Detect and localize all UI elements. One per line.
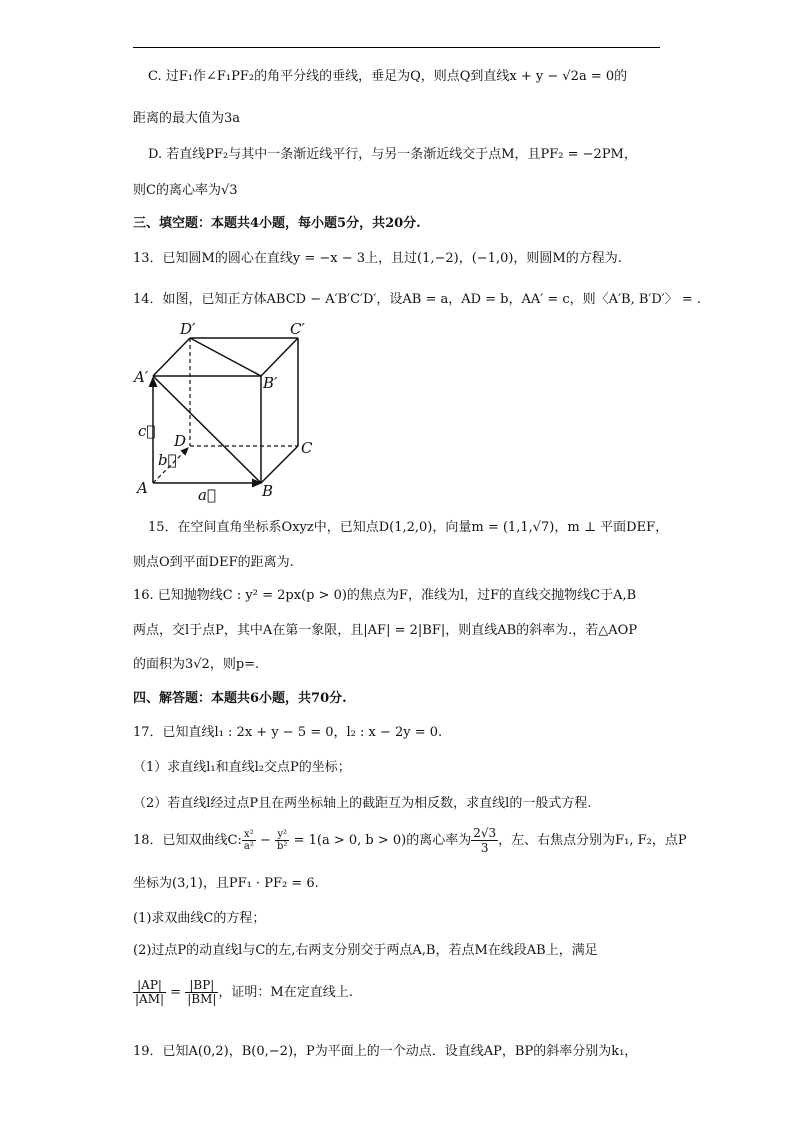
- fraction-denominator: |BM|: [187, 992, 217, 1006]
- option-c-line1: C. 过F₁作∠F₁PF₂的角平分线的垂线，垂足为Q，则点Q到直线x + y − √2a = 0的: [148, 69, 628, 84]
- equals-sign: =: [166, 985, 186, 1000]
- edge-b-c: [261, 446, 298, 483]
- label-b-prime: B′: [263, 374, 278, 392]
- minus-sign: −: [255, 833, 276, 848]
- fraction-denominator: a²: [243, 841, 254, 852]
- q18-condition: = 1(a > 0, b > 0)的离心率为: [289, 833, 472, 848]
- question-17: 17．已知直线l₁ : 2x + y − 5 = 0，l₂ : x − 2y = 0.: [133, 725, 443, 740]
- question-18-part1: (1)求双曲线C的方程；: [133, 911, 266, 926]
- fraction-numerator: |AP|: [133, 979, 166, 993]
- question-17-part2: （2）若直线l经过点P且在两坐标轴上的截距互为相反数，求直线l的一般式方程.: [133, 796, 592, 811]
- question-15-line1: 15．在空间直角坐标系Oxyz中，已知点D(1,2,0)，向量m = (1,1,√7)，m ⊥ 平面DEF，: [148, 520, 669, 535]
- question-16-line1: 16. 已知抛物线C : y² = 2px(p > 0)的焦点为F，准线为l，过F的直线交抛物线C于A,B: [133, 588, 637, 603]
- label-a-prime: A′: [134, 368, 149, 386]
- question-14: 14．如图，已知正方体ABCD − A′B′C′D′，设AB = a，AD = b，AA′ = c，则〈A′B, B′D′〉 = .: [133, 292, 702, 307]
- option-d-line1: D. 若直线PF₂与其中一条渐近线平行，与另一条渐近线交于点M，且PF₂ = −2PM，: [148, 147, 637, 162]
- question-13: 13．已知圆M的圆心在直线y = −x − 3上，且过(1,−2)，(−1,0)，则圆M的方程为.: [133, 251, 622, 266]
- question-18-line2: 坐标为(3,1)，且PF₁ · PF₂ = 6.: [133, 876, 319, 891]
- q18-intro: 18．已知双曲线C:: [133, 833, 242, 848]
- diagonal-d1-b1: [190, 338, 261, 376]
- question-15-line2: 则点O到平面DEF的距离为.: [133, 555, 294, 570]
- fraction-denominator: 3: [480, 841, 489, 855]
- label-b: B: [262, 482, 274, 500]
- label-d-prime: D′: [180, 320, 196, 338]
- section-fill-in-heading: 三、填空题：本题共4小题，每小题5分，共20分.: [133, 216, 421, 231]
- question-19: 19．已知A(0,2)，B(0,−2)，P为平面上的一个动点．设直线AP，BP的斜率分别为k₁，: [133, 1044, 638, 1059]
- section-answer-heading: 四、解答题：本题共6小题，共70分.: [133, 691, 347, 706]
- question-18-line5: [133, 979, 353, 1006]
- question-18-line1: [133, 826, 687, 855]
- label-vec-c: c⃗: [138, 422, 156, 440]
- cube-figure: [128, 318, 328, 503]
- fraction-numerator: y²: [275, 829, 289, 841]
- q18-prove: ，证明：M在定直线上.: [218, 985, 353, 1000]
- q18-foci: ，左、右焦点分别为F₁, F₂，点P: [498, 833, 687, 848]
- question-16-line2: 两点，交l于点P，其中A在第一象限，且|AF| = 2|BF|，则直线AB的斜率为.，若△AOP: [133, 623, 638, 638]
- label-vec-b: b⃗: [158, 451, 177, 469]
- edge-b1-c1: [261, 338, 298, 376]
- fraction-denominator: |AM|: [135, 992, 165, 1006]
- header-rule: [133, 47, 660, 48]
- label-c-prime: C′: [290, 320, 305, 338]
- fraction-denominator: b²: [277, 841, 288, 852]
- label-d: D: [174, 432, 187, 450]
- question-17-part1: （1）求直线l₁和直线l₂交点P的坐标；: [133, 760, 351, 775]
- fraction-numerator: x²: [242, 829, 256, 841]
- option-d-line2: 则C的离心率为√3: [133, 183, 238, 198]
- label-a: A: [137, 479, 148, 497]
- label-c: C: [301, 439, 313, 457]
- question-16-line3: 的面积为3√2，则p=.: [133, 657, 260, 672]
- fraction-numerator: 2√3: [473, 826, 497, 840]
- fraction-numerator: |BP|: [185, 979, 218, 993]
- fraction-y2-b2: [275, 829, 289, 852]
- question-18-part2: (2)过点P的动直线l与C的左,右两支分别交于两点A,B，若点M在线段AB上，满足: [133, 943, 598, 958]
- option-c-line2: 距离的最大值为3a: [133, 111, 241, 126]
- fraction-ap-am: [133, 979, 166, 1006]
- fraction-bp-bm: [185, 979, 218, 1006]
- edge-a1-d1: [153, 338, 190, 376]
- label-vec-a: a⃗: [198, 486, 216, 503]
- fraction-eccentricity: [471, 826, 498, 855]
- fraction-x2-a2: [242, 829, 256, 852]
